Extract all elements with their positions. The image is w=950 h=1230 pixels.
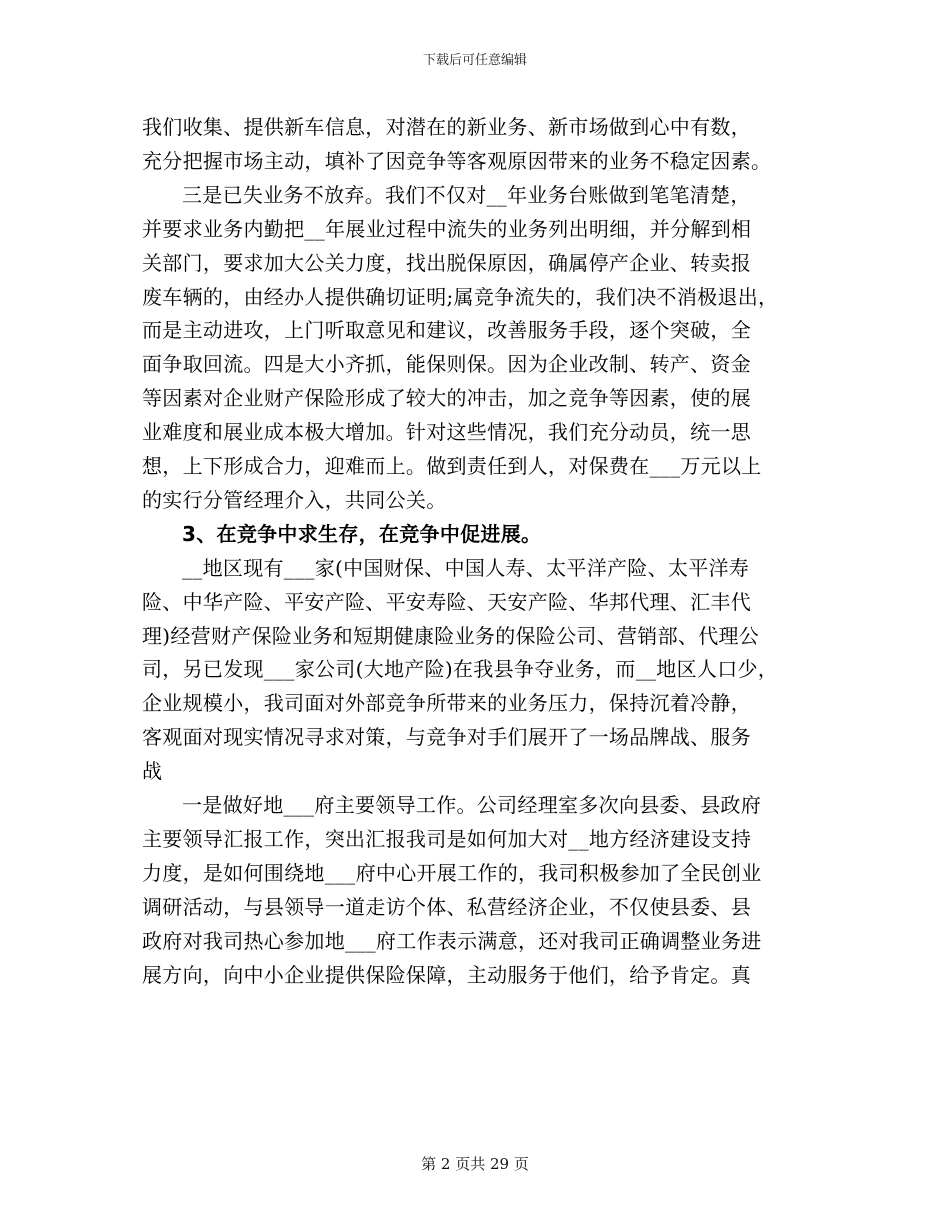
text-line: 展方向，向中小企业提供保险保障，主动服务于他们，给予肯定。真 [142,962,751,987]
text-line: 三是已失业务不放弃。我们不仅对__年业务台账做到笔笔清楚， [182,182,751,207]
text-line: 调研活动，与县领导一道走访个体、私营经济企业，不仅使县委、县 [142,894,751,919]
text-line: 企业规模小，我司面对外部竞争所带来的业务压力，保持沉着冷静， [142,691,751,716]
text-line: 业难度和展业成本极大增加。针对这些情况，我们充分动员，统一思 [142,420,751,445]
text-line: 司，另已发现___家公司(大地产险)在我县争夺业务，而__地区人口少， [142,657,779,682]
text-line: __地区现有___家(中国财保、中国人寿、太平洋产险、太平洋寿 [182,555,750,580]
text-line: 主要领导汇报工作，突出汇报我司是如何加大对__地方经济建设支持 [142,826,752,851]
text-line: 客观面对现实情况寻求对策，与竞争对手们展开了一场品牌战、服务 [142,725,751,750]
page-header: 下载后可任意编辑 [422,53,527,68]
text-line: 并要求业务内勤把__年展业过程中流失的业务列出明细，并分解到相 [142,216,752,241]
text-line: 关部门，要求加大公关力度，找出脱保原因，确属停产企业、转卖报 [142,250,751,275]
text-line: 充分把握市场主动，填补了因竞争等客观原因带来的业务不稳定因素。 [142,148,772,173]
text-line: 力度，是如何围绕地___府中心开展工作的，我司积极参加了全民创业 [142,860,762,885]
text-line: 等因素对企业财产保险形成了较大的冲击，加之竞争等因素，使的展 [142,386,751,411]
page-number-footer: 第 2 页共 29 页 [421,1155,529,1173]
text-line: 面争取回流。四是大小齐抓，能保则保。因为企业改制、转产、资金 [142,352,751,377]
text-line: 而是主动进攻，上门听取意见和建议，改善服务手段，逐个突破，全 [142,318,751,343]
section-heading: 3、在竞争中求生存，在竞争中促进展。 [182,521,542,546]
text-line: 政府对我司热心参加地___府工作表示满意，还对我司正确调整业务进 [142,928,762,953]
text-line: 理)经营财产保险业务和短期健康险业务的保险公司、营销部、代理公 [142,623,760,648]
text-line: 想，上下形成合力，迎难而上。做到责任到人，对保费在___万元以上 [142,454,762,478]
text-line: 险、中华产险、平安产险、平安寿险、天安产险、华邦代理、汇丰代 [142,589,751,614]
text-line: 的实行分管经理介入，共同公关。 [142,487,447,512]
text-line: 废车辆的，由经办人提供确切证明;属竞争流失的，我们决不消极退出， [142,284,779,309]
text-line: 我们收集、提供新车信息，对潜在的新业务、新市场做到心中有数， [142,115,751,139]
text-line: 一是做好地___府主要领导工作。公司经理室多次向县委、县政府 [182,793,761,817]
text-line: 战 [142,759,163,784]
